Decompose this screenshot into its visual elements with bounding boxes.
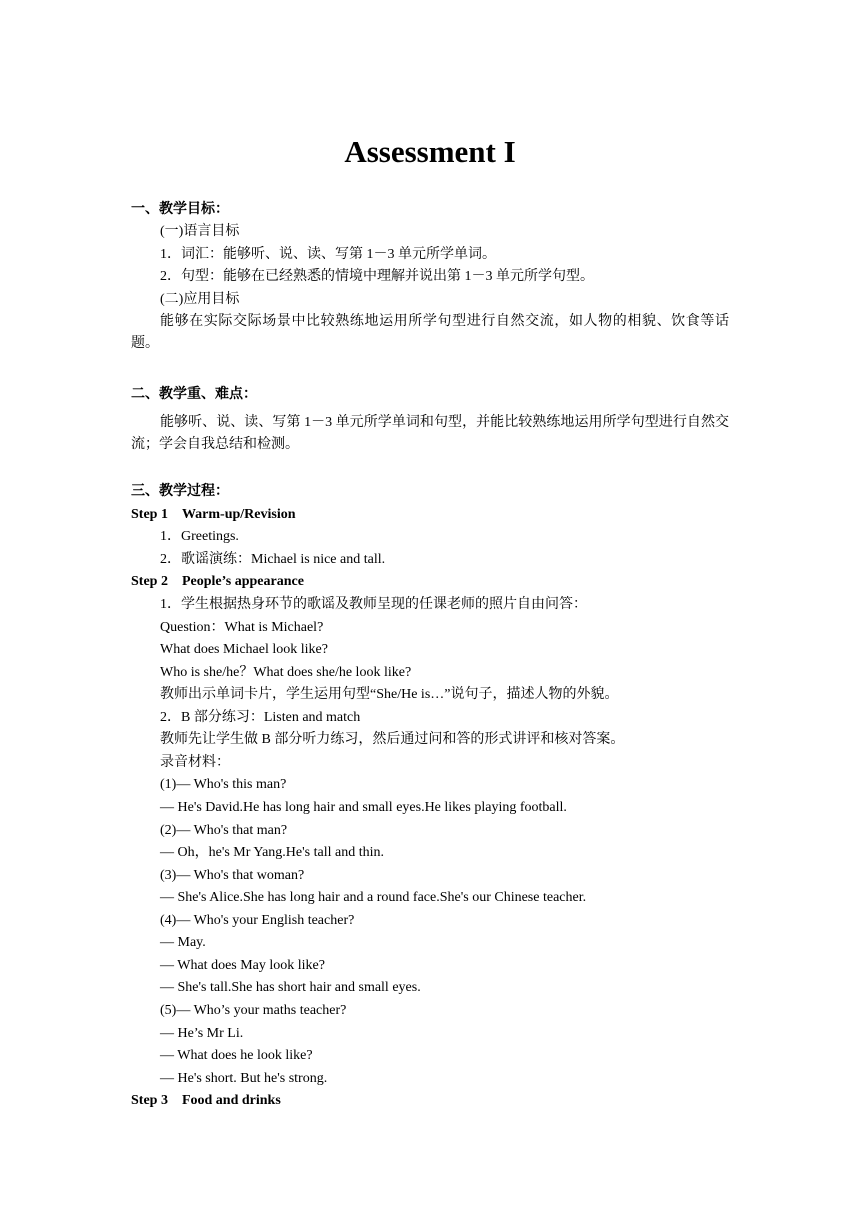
- step-2-line: 录音材料：: [160, 754, 230, 770]
- section-3-heading: 三、教学过程：: [131, 484, 229, 499]
- step-2-line: — He's short. But he's strong.: [160, 1070, 328, 1086]
- step-1-heading: Step 1 Warm-up/Revision: [131, 507, 296, 522]
- step-1-line: 2．歌谣演练：Michael is nice and tall.: [160, 552, 386, 567]
- step-2-line: Question：What is Michael?: [160, 619, 324, 635]
- application-goals-paragraph: 能够在实际交际场景中比较熟练地运用所学句型进行自然交流，如人物的相貌、饮食等话题。: [131, 314, 729, 351]
- section-2-heading: 二、教学重、难点：: [131, 387, 257, 402]
- step-2-line: 2．B 部分练习：Listen and match: [160, 709, 361, 725]
- step-3-heading: Step 3 Food and drinks: [131, 1093, 281, 1108]
- application-goals-subheading: (二)应用目标: [160, 292, 240, 307]
- step-2-line: — He's David.He has long hair and small eyes.He likes playing football.: [160, 800, 567, 815]
- step-1-line: 1．Greetings.: [160, 529, 239, 544]
- step-2-line: — What does he look like?: [160, 1048, 313, 1063]
- step-2-line: — He’s Mr Li.: [160, 1025, 244, 1041]
- step-2-line: 1．学生根据热身环节的歌谣及教师呈现的任课老师的照片自由问答：: [160, 597, 587, 612]
- document-title: Assessment I: [344, 134, 516, 169]
- step-2-line: (4)— Who's your English teacher?: [160, 912, 355, 928]
- step-2-line: Who is she/he？What does she/he look like?: [160, 664, 412, 680]
- step-2-line: 教师先让学生做 B 部分听力练习，然后通过问和答的形式讲评和核对答案。: [160, 732, 625, 748]
- step-2-line: What does Michael look like?: [160, 642, 328, 658]
- sentence-goal: 2．句型：能够在已经熟悉的情境中理解并说出第 1－3 单元所学句型。: [160, 269, 594, 284]
- step-2-line: — Oh，he's Mr Yang.He's tall and thin.: [160, 845, 384, 860]
- step-2-line: (2)— Who's that man?: [160, 822, 288, 838]
- step-2-line: (5)— Who’s your maths teacher?: [160, 1002, 347, 1018]
- step-2-line: (3)— Who's that woman?: [160, 867, 305, 883]
- step-2-line: (1)— Who's this man?: [160, 777, 287, 793]
- step-2-line: — May.: [160, 935, 206, 951]
- language-goals-subheading: (一)语言目标: [160, 224, 240, 239]
- step-2-line: — She's Alice.She has long hair and a round face.She's our Chinese teacher.: [160, 890, 587, 906]
- step-2-line: — What does May look like?: [160, 957, 325, 973]
- step-2-heading: Step 2 People’s appearance: [131, 574, 304, 589]
- key-points-paragraph: 能够听、说、读、写第 1－3 单元所学单词和句型，并能比较熟练地运用所学句型进行自然交流；学会自我总结和检测。: [131, 415, 729, 452]
- step-2-line: 教师出示单词卡片，学生运用句型“She/He is…”说句子，描述人物的外貌。: [160, 687, 619, 703]
- vocabulary-goal: 1．词汇：能够听、说、读、写第 1－3 单元所学单词。: [160, 247, 496, 262]
- section-1-heading: 一、教学目标：: [131, 202, 229, 217]
- step-2-line: — She's tall.She has short hair and small eyes.: [160, 980, 421, 996]
